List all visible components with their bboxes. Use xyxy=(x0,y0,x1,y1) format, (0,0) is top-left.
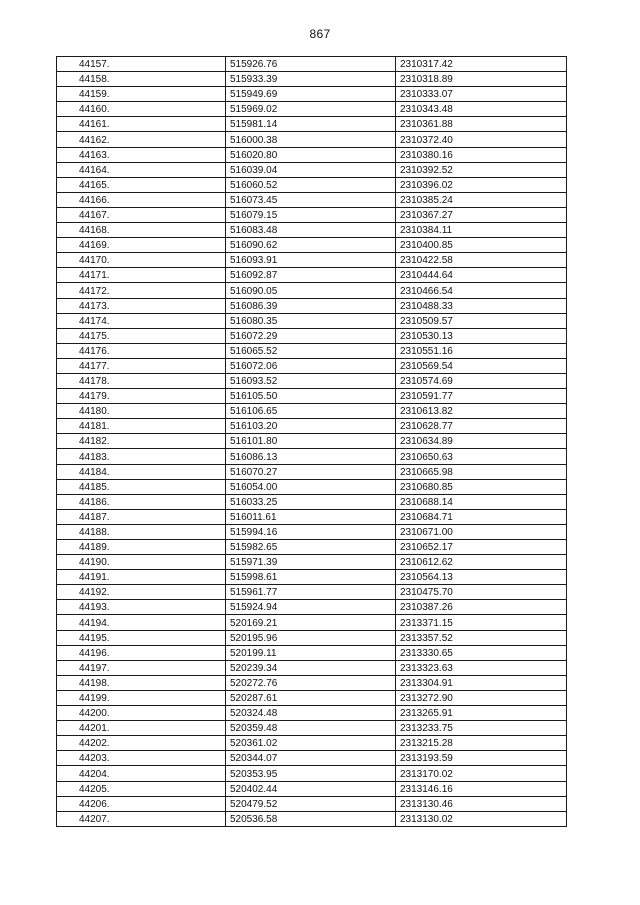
x-coordinate-cell: 515924.94 xyxy=(226,600,396,615)
y-coordinate-cell: 2310551.16 xyxy=(396,343,567,358)
table-row xyxy=(57,615,567,630)
point-number-cell: 44157. xyxy=(57,57,226,72)
y-coordinate-cell: 2310680.85 xyxy=(396,479,567,494)
y-coordinate-cell: 2310475.70 xyxy=(396,585,567,600)
x-coordinate-cell: 520353.95 xyxy=(226,766,396,781)
table-row xyxy=(57,343,567,358)
table-row xyxy=(57,509,567,524)
x-coordinate-cell: 520287.61 xyxy=(226,690,396,705)
table-row xyxy=(57,313,567,328)
point-number-cell: 44178. xyxy=(57,373,226,388)
y-coordinate-cell: 2310384.11 xyxy=(396,223,567,238)
y-coordinate-cell: 2310688.14 xyxy=(396,494,567,509)
point-number-cell: 44164. xyxy=(57,162,226,177)
point-number-cell: 44180. xyxy=(57,404,226,419)
y-coordinate-cell: 2313193.59 xyxy=(396,751,567,766)
point-number-cell: 44202. xyxy=(57,736,226,751)
x-coordinate-cell: 515926.76 xyxy=(226,57,396,72)
x-coordinate-cell: 516080.35 xyxy=(226,313,396,328)
x-coordinate-cell: 516033.25 xyxy=(226,494,396,509)
table-row xyxy=(57,570,567,585)
x-coordinate-cell: 515949.69 xyxy=(226,87,396,102)
point-number-cell: 44160. xyxy=(57,102,226,117)
y-coordinate-cell: 2313170.02 xyxy=(396,766,567,781)
table-row xyxy=(57,585,567,600)
point-number-cell: 44207. xyxy=(57,811,226,826)
point-number-cell: 44205. xyxy=(57,781,226,796)
y-coordinate-cell: 2310591.77 xyxy=(396,389,567,404)
point-number-cell: 44192. xyxy=(57,585,226,600)
point-number-cell: 44173. xyxy=(57,298,226,313)
y-coordinate-cell: 2310318.89 xyxy=(396,72,567,87)
table-row xyxy=(57,268,567,283)
y-coordinate-cell: 2313265.91 xyxy=(396,706,567,721)
x-coordinate-cell: 516011.61 xyxy=(226,509,396,524)
table-row xyxy=(57,555,567,570)
x-coordinate-cell: 516060.52 xyxy=(226,177,396,192)
table-row xyxy=(57,464,567,479)
x-coordinate-cell: 520536.58 xyxy=(226,811,396,826)
table-row xyxy=(57,72,567,87)
table-row xyxy=(57,811,567,826)
x-coordinate-cell: 520479.52 xyxy=(226,796,396,811)
y-coordinate-cell: 2313323.63 xyxy=(396,660,567,675)
x-coordinate-cell: 515961.77 xyxy=(226,585,396,600)
y-coordinate-cell: 2310509.57 xyxy=(396,313,567,328)
y-coordinate-cell: 2310372.40 xyxy=(396,132,567,147)
table-row xyxy=(57,373,567,388)
table-row xyxy=(57,645,567,660)
y-coordinate-cell: 2310569.54 xyxy=(396,358,567,373)
x-coordinate-cell: 515998.61 xyxy=(226,570,396,585)
table-row xyxy=(57,434,567,449)
y-coordinate-cell: 2310564.13 xyxy=(396,570,567,585)
y-coordinate-cell: 2310343.48 xyxy=(396,102,567,117)
y-coordinate-cell: 2310361.88 xyxy=(396,117,567,132)
table-row xyxy=(57,630,567,645)
point-number-cell: 44188. xyxy=(57,524,226,539)
point-number-cell: 44171. xyxy=(57,268,226,283)
x-coordinate-cell: 516000.38 xyxy=(226,132,396,147)
point-number-cell: 44185. xyxy=(57,479,226,494)
x-coordinate-cell: 516106.65 xyxy=(226,404,396,419)
x-coordinate-cell: 520239.34 xyxy=(226,660,396,675)
y-coordinate-cell: 2313130.46 xyxy=(396,796,567,811)
x-coordinate-cell: 516079.15 xyxy=(226,207,396,222)
point-number-cell: 44174. xyxy=(57,313,226,328)
x-coordinate-cell: 516093.91 xyxy=(226,253,396,268)
table-row xyxy=(57,690,567,705)
y-coordinate-cell: 2310466.54 xyxy=(396,283,567,298)
point-number-cell: 44197. xyxy=(57,660,226,675)
y-coordinate-cell: 2310671.00 xyxy=(396,524,567,539)
x-coordinate-cell: 516090.05 xyxy=(226,283,396,298)
y-coordinate-cell: 2313130.02 xyxy=(396,811,567,826)
table-row xyxy=(57,328,567,343)
x-coordinate-cell: 520344.07 xyxy=(226,751,396,766)
table-row xyxy=(57,766,567,781)
y-coordinate-cell: 2313304.91 xyxy=(396,675,567,690)
y-coordinate-cell: 2310684.71 xyxy=(396,509,567,524)
point-number-cell: 44204. xyxy=(57,766,226,781)
point-number-cell: 44172. xyxy=(57,283,226,298)
x-coordinate-cell: 516103.20 xyxy=(226,419,396,434)
table-row xyxy=(57,404,567,419)
point-number-cell: 44190. xyxy=(57,555,226,570)
table-row xyxy=(57,298,567,313)
table-row xyxy=(57,736,567,751)
table-row xyxy=(57,358,567,373)
x-coordinate-cell: 515994.16 xyxy=(226,524,396,539)
table-row xyxy=(57,675,567,690)
y-coordinate-cell: 2310367.27 xyxy=(396,207,567,222)
x-coordinate-cell: 516093.52 xyxy=(226,373,396,388)
y-coordinate-cell: 2310422.58 xyxy=(396,253,567,268)
x-coordinate-cell: 516086.39 xyxy=(226,298,396,313)
table-row xyxy=(57,223,567,238)
point-number-cell: 44161. xyxy=(57,117,226,132)
y-coordinate-cell: 2310444.64 xyxy=(396,268,567,283)
y-coordinate-cell: 2313371.15 xyxy=(396,615,567,630)
y-coordinate-cell: 2310396.02 xyxy=(396,177,567,192)
table-row xyxy=(57,57,567,72)
x-coordinate-cell: 516105.50 xyxy=(226,389,396,404)
x-coordinate-cell: 520272.76 xyxy=(226,675,396,690)
point-number-cell: 44168. xyxy=(57,223,226,238)
point-number-cell: 44159. xyxy=(57,87,226,102)
y-coordinate-cell: 2310574.69 xyxy=(396,373,567,388)
table-row xyxy=(57,87,567,102)
y-coordinate-cell: 2313233.75 xyxy=(396,721,567,736)
table-row xyxy=(57,660,567,675)
y-coordinate-cell: 2310628.77 xyxy=(396,419,567,434)
x-coordinate-cell: 515981.14 xyxy=(226,117,396,132)
y-coordinate-cell: 2313215.28 xyxy=(396,736,567,751)
x-coordinate-cell: 515933.39 xyxy=(226,72,396,87)
y-coordinate-cell: 2310387.26 xyxy=(396,600,567,615)
table-row xyxy=(57,419,567,434)
x-coordinate-cell: 515971.39 xyxy=(226,555,396,570)
table-row xyxy=(57,207,567,222)
x-coordinate-cell: 516065.52 xyxy=(226,343,396,358)
point-number-cell: 44200. xyxy=(57,706,226,721)
table-row xyxy=(57,192,567,207)
x-coordinate-cell: 516039.04 xyxy=(226,162,396,177)
y-coordinate-cell: 2310400.85 xyxy=(396,238,567,253)
y-coordinate-cell: 2310634.89 xyxy=(396,434,567,449)
point-number-cell: 44166. xyxy=(57,192,226,207)
point-number-cell: 44176. xyxy=(57,343,226,358)
table-row xyxy=(57,494,567,509)
table-row xyxy=(57,706,567,721)
table-row xyxy=(57,721,567,736)
y-coordinate-cell: 2310650.63 xyxy=(396,449,567,464)
point-number-cell: 44206. xyxy=(57,796,226,811)
x-coordinate-cell: 520199.11 xyxy=(226,645,396,660)
x-coordinate-cell: 520195.96 xyxy=(226,630,396,645)
x-coordinate-cell: 520169.21 xyxy=(226,615,396,630)
y-coordinate-cell: 2310613.82 xyxy=(396,404,567,419)
y-coordinate-cell: 2310385.24 xyxy=(396,192,567,207)
point-number-cell: 44196. xyxy=(57,645,226,660)
coordinates-table xyxy=(56,56,567,827)
x-coordinate-cell: 516070.27 xyxy=(226,464,396,479)
table-row xyxy=(57,449,567,464)
point-number-cell: 44201. xyxy=(57,721,226,736)
y-coordinate-cell: 2310488.33 xyxy=(396,298,567,313)
y-coordinate-cell: 2310380.16 xyxy=(396,147,567,162)
point-number-cell: 44179. xyxy=(57,389,226,404)
point-number-cell: 44183. xyxy=(57,449,226,464)
x-coordinate-cell: 516020.80 xyxy=(226,147,396,162)
point-number-cell: 44170. xyxy=(57,253,226,268)
point-number-cell: 44203. xyxy=(57,751,226,766)
x-coordinate-cell: 516073.45 xyxy=(226,192,396,207)
x-coordinate-cell: 516090.62 xyxy=(226,238,396,253)
y-coordinate-cell: 2310652.17 xyxy=(396,540,567,555)
x-coordinate-cell: 516092.87 xyxy=(226,268,396,283)
table-row xyxy=(57,389,567,404)
point-number-cell: 44198. xyxy=(57,675,226,690)
point-number-cell: 44158. xyxy=(57,72,226,87)
point-number-cell: 44175. xyxy=(57,328,226,343)
y-coordinate-cell: 2310333.07 xyxy=(396,87,567,102)
point-number-cell: 44181. xyxy=(57,419,226,434)
x-coordinate-cell: 516054.00 xyxy=(226,479,396,494)
point-number-cell: 44165. xyxy=(57,177,226,192)
x-coordinate-cell: 520361.02 xyxy=(226,736,396,751)
table-row xyxy=(57,781,567,796)
point-number-cell: 44186. xyxy=(57,494,226,509)
y-coordinate-cell: 2310612.62 xyxy=(396,555,567,570)
table-row xyxy=(57,479,567,494)
table-row xyxy=(57,162,567,177)
table-row xyxy=(57,796,567,811)
x-coordinate-cell: 516072.29 xyxy=(226,328,396,343)
table-row xyxy=(57,102,567,117)
table-row xyxy=(57,540,567,555)
table-row xyxy=(57,253,567,268)
x-coordinate-cell: 520359.48 xyxy=(226,721,396,736)
x-coordinate-cell: 515982.65 xyxy=(226,540,396,555)
coordinates-table-body xyxy=(57,57,567,827)
y-coordinate-cell: 2310665.98 xyxy=(396,464,567,479)
x-coordinate-cell: 520402.44 xyxy=(226,781,396,796)
point-number-cell: 44177. xyxy=(57,358,226,373)
x-coordinate-cell: 516083.48 xyxy=(226,223,396,238)
point-number-cell: 44162. xyxy=(57,132,226,147)
y-coordinate-cell: 2313272.90 xyxy=(396,690,567,705)
x-coordinate-cell: 515969.02 xyxy=(226,102,396,117)
page-number: 867 xyxy=(309,27,331,41)
point-number-cell: 44184. xyxy=(57,464,226,479)
y-coordinate-cell: 2310317.42 xyxy=(396,57,567,72)
table-row xyxy=(57,177,567,192)
table-row xyxy=(57,283,567,298)
table-row xyxy=(57,117,567,132)
point-number-cell: 44199. xyxy=(57,690,226,705)
x-coordinate-cell: 516072.06 xyxy=(226,358,396,373)
point-number-cell: 44167. xyxy=(57,207,226,222)
point-number-cell: 44191. xyxy=(57,570,226,585)
table-row xyxy=(57,600,567,615)
point-number-cell: 44169. xyxy=(57,238,226,253)
point-number-cell: 44187. xyxy=(57,509,226,524)
table-row xyxy=(57,147,567,162)
point-number-cell: 44182. xyxy=(57,434,226,449)
y-coordinate-cell: 2313330.65 xyxy=(396,645,567,660)
y-coordinate-cell: 2310392.52 xyxy=(396,162,567,177)
x-coordinate-cell: 516086.13 xyxy=(226,449,396,464)
table-row xyxy=(57,238,567,253)
point-number-cell: 44163. xyxy=(57,147,226,162)
table-row xyxy=(57,751,567,766)
y-coordinate-cell: 2313357.52 xyxy=(396,630,567,645)
table-row xyxy=(57,524,567,539)
y-coordinate-cell: 2310530.13 xyxy=(396,328,567,343)
table-row xyxy=(57,132,567,147)
point-number-cell: 44193. xyxy=(57,600,226,615)
x-coordinate-cell: 516101.80 xyxy=(226,434,396,449)
x-coordinate-cell: 520324.48 xyxy=(226,706,396,721)
point-number-cell: 44189. xyxy=(57,540,226,555)
point-number-cell: 44194. xyxy=(57,615,226,630)
point-number-cell: 44195. xyxy=(57,630,226,645)
y-coordinate-cell: 2313146.16 xyxy=(396,781,567,796)
